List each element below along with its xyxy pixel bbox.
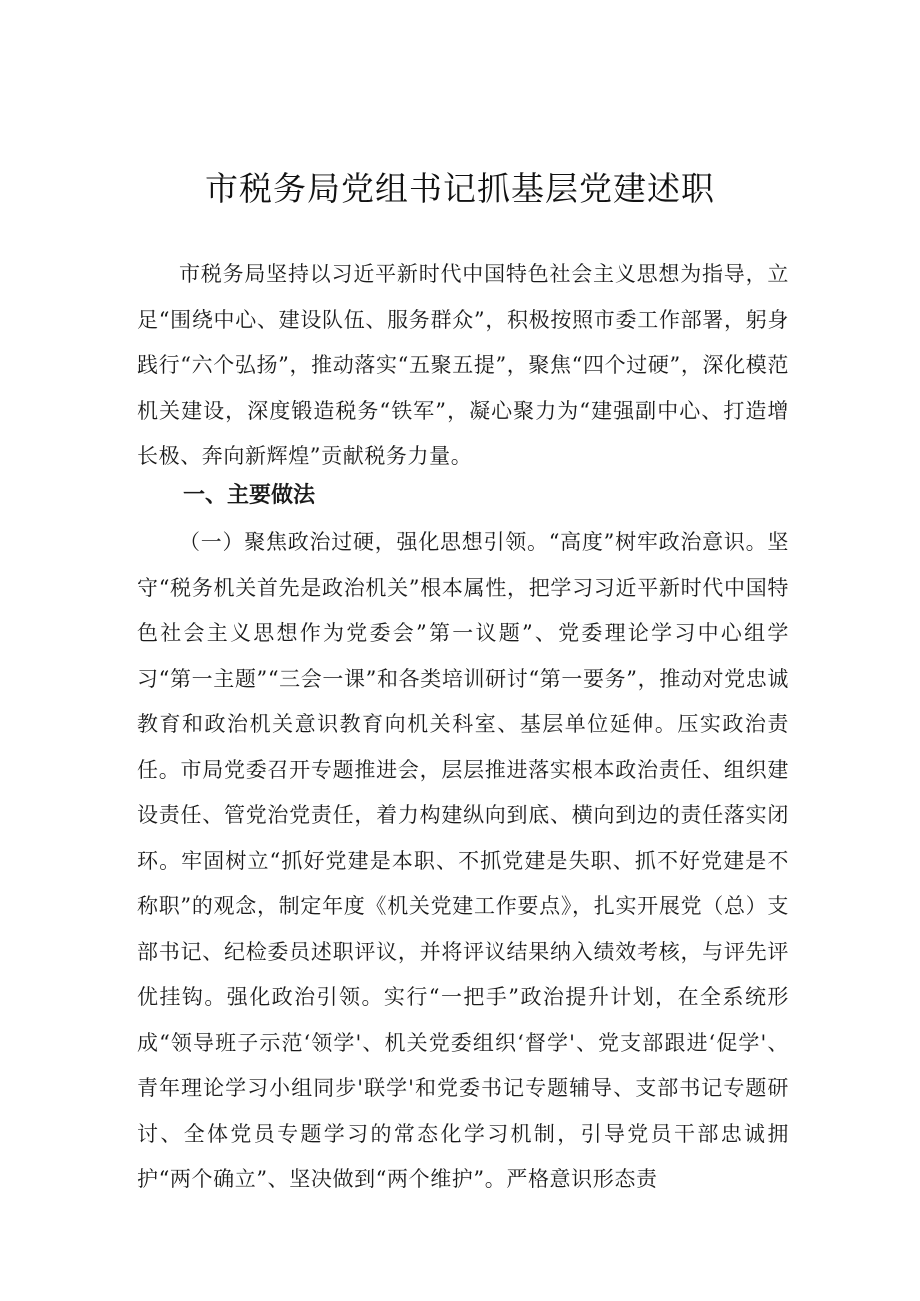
section-paragraph: （一）聚焦政治过硬，强化思想引领。“高度”树牢政治意识。坚守“税务机关首先是政治机关”根本属性，把学习习近平新时代中国特色社会主义思想作为党委会”第一议题”、党委理论学习中心组学习“第一主题”“三会一课”和各类培训研讨“第一要务”，推动对党忠诚教育和政治机关意识教育向机关科室、基层单位延伸。压实政治责任。市局党委召开专题推进会，层层推进落实根本政治责任、组织建设责任、管党治党责任，着力构建纵向到底、横向到边的责任落实闭环。牢固树立“抓好党建是本职、不抓党建是失职、抓不好党建是不称职”的观念，制定年度《机关党建工作要点》，扎实开展党（总）支部书记、纪检委员述职评议，并将评议结果纳入绩效考核，与评先评优挂钩。强化政治引领。实行“一把手”政治提升计划，在全系统形成“领导班子示范‘领学'、机关党委组织‘督学'、党支部跟进‘促学'、青年理论学习小组同步'联学'和党委书记专题辅导、支部书记专题研讨、全体党员专题学习的常态化学习机制，引导党员干部忠诚拥护“两个确立”、坚决做到“两个维护”。严格意识形态责 bbox=[137, 530, 789, 1191]
section-heading: 一、主要做法 bbox=[183, 483, 316, 508]
document-title: 市税务局党组书记抓基层党建述职 bbox=[205, 169, 715, 208]
intro-paragraph: 市税务局坚持以习近平新时代中国特色社会主义思想为指导，立足“围绕中心、建设队伍、服务群众”，积极按照市委工作部署，躬身践行“六个弘扬”，推动落实“五聚五提”，聚焦“四个过硬”，深化模范机关建设，深度锻造税务“铁军”，凝心聚力为“建强副中心、打造增长极、奔向新辉煌”贡献税务力量。 bbox=[137, 262, 789, 468]
